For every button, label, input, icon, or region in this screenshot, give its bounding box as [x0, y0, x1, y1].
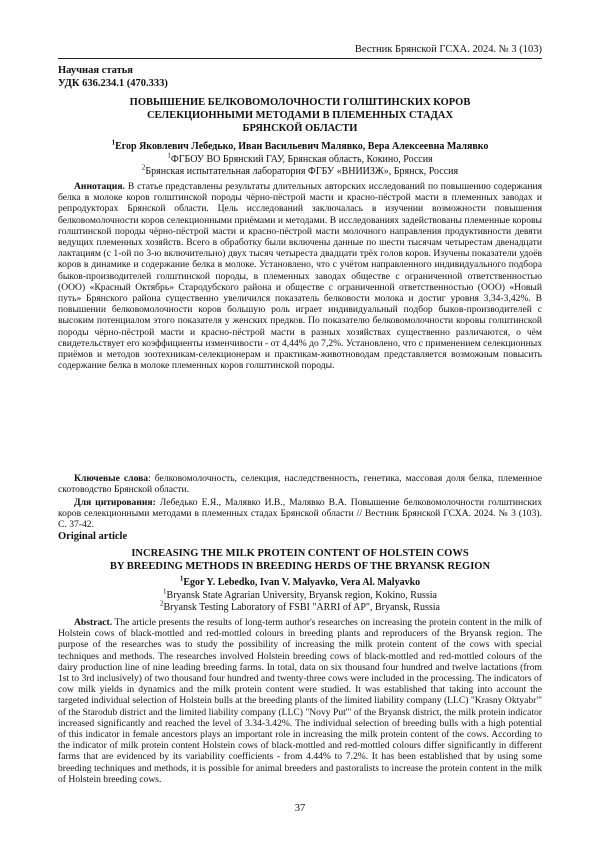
- en-affiliation-1: 1Bryansk State Agrarian University, Bryansk region, Kokino, Russia: [58, 590, 542, 603]
- en-abstract-label: Abstract.: [74, 617, 112, 628]
- ru-title-line: БРЯНСКОЙ ОБЛАСТИ: [58, 122, 542, 135]
- ru-abstract-text: В статье представлены результаты длительных авторских исследований по повышению содержания белка в молоке коров голштинской породы чёрно-пёстрой масти и красно-пёстрой масти в племенных заводах и репродукторах Брянской области. Цель исследований заключалась в изучении возможности повышения белковомолочности коров селекционными приёмами и методами. В исследованиях задействованы племенные коровы голштинской породы чёрно-пёстрой масти и красно-пёстрой масти молочного направления продуктивности девяти ведущих племенных хозяйств. Всего в обработку были включены данные по шести тысячам четырестам двенадцати лактациям (с 1-ой по 3-ю включительно) двух тысяч четыреста двадцати трёх голов коров. Изучены показатели удоёв коров в динамике и содержание белка в молоке. Установлено, что с учётом направленного индивидуального подбора быков-производителей голштинской породы, в племенных заводах обществе с ограниченной ответственностью (ООО) «Красный Октябрь» Стародубского района и обществе с ограниченной ответственностью (ООО) «Новый путь» Брянского района существенно увеличился показатель белковости молока и достиг уровня 3,34-3,42%. В повышении белковомолочности коров большую роль играет индивидуальный подбор быков-производителей с высоким потенциалом этого показателя у женских предков. По показателю белковомолочности коровы голштинской породы чёрно-пёстрой масти и красно-пёстрой масти в разных хозяйствах существенно различаются, о чём свидетельствует его коэффициенты изменчивости - от 4,44% до 7,2%. Установлено, что с применением селекционных приёмов и методов зоотехникам-селекционерам и практикам-животноводам представляется возможным повысить содержание белка в молоке племенных коров голштинской породы.: [58, 181, 542, 371]
- ru-authors-text: Егор Яковлевич Лебедько, Иван Васильевич Малявко, Вера Алексеевна Малявко: [115, 141, 488, 152]
- en-title-line: INCREASING THE MILK PROTEIN CONTENT OF HOLSTEIN COWS: [58, 547, 542, 560]
- en-abstract: [58, 617, 542, 785]
- en-title: [58, 547, 542, 573]
- ru-abstract-label: Аннотация.: [74, 181, 125, 192]
- en-authors-text: Egor Y. Lebedko, Ivan V. Malyavko, Vera Al. Malyavko: [183, 577, 420, 588]
- original-article-label: Original article: [58, 531, 127, 542]
- header-rule: [58, 58, 542, 59]
- ru-citation-label: Для цитирования:: [74, 497, 156, 508]
- ru-affiliation-2: 2Брянская испытательная лаборатория ФГБУ «ВНИИЗЖ», Брянск, Россия: [58, 166, 542, 179]
- ru-citation: [58, 497, 542, 531]
- journal-header: Вестник Брянской ГСХА. 2024. № 3 (103): [355, 44, 542, 55]
- udk-code: УДК 636.234.1 (470.333): [58, 77, 168, 90]
- en-abstract-text: The article presents the results of long-term author's researches on increasing the protein content in the milk of Holstein cows of black-mottled and red-mottled colours in breeding plants and reproducers of the Bryansk region. The purpose of the researches was to study the possibility of increasing the milk protein content of the cows with special techniques and methods. The researches involved Holstein breeding cows of black-mottled and red-mottled colours of the dairy production line of nine leading breeding farms. In total, data on six thousand four hundred and twelve lactations (from 1st to 3rd inclusively) of two thousand four hundred and twenty-three cows were included in the processing. The indicators of cow milk yields in dynamics and the milk protein content were studied. It was established that taking into account the targeted individual selection of Holstein bulls at the breeding plants of the limited liability company (LLC) "Krasny Oktyabr'" of the Starodub district and the limited liability company (LLC) "Novy Put'" of the Bryansk district, the milk protein indicator increased significantly and reached the level of 3.34-3.42%. The individual selection of breeding bulls with a high potential of this indicator in female ancestors plays an important role in increasing the milk protein content of the cows. According to the indicator of milk protein content Holstein cows of black-mottled and red-mottled colours differ significantly in different farms that are evidenced by its variability coefficients - from 4.44% to 7.2%. It has been established that by using some breeding techniques and methods, it is possible for animal breeders and pastoralists to increase the protein content in the milk of Holstein breeding cows.: [58, 617, 542, 785]
- en-title-line: BY BREEDING METHODS IN BREEDING HERDS OF THE BRYANSK REGION: [58, 560, 542, 573]
- ru-authors: 1Егор Яковлевич Лебедько, Иван Васильевич Малявко, Вера Алексеевна Малявко: [58, 141, 542, 154]
- article-type: Научная статья: [58, 64, 168, 77]
- ru-keywords-label: Ключевые слова: [74, 473, 148, 484]
- ru-title-line: СЕЛЕКЦИОННЫМИ МЕТОДАМИ В ПЛЕМЕННЫХ СТАДАХ: [58, 109, 542, 122]
- ru-keywords-text: : белковомолочность, селекция, наследственность, генетика, массовая доля белка, племенное скотоводство Брянской области.: [58, 473, 542, 495]
- en-affiliation-2: 2Bryansk Testing Laboratory of FSBI "ARRI of AP", Bryansk, Russia: [58, 602, 542, 615]
- ru-title-line: ПОВЫШЕНИЕ БЕЛКОВОМОЛОЧНОСТИ ГОЛШТИНСКИХ КОРОВ: [58, 96, 542, 109]
- ru-abstract: [58, 181, 542, 371]
- ru-affiliation-1: 1ФГБОУ ВО Брянский ГАУ, Брянская область, Кокино, Россия: [58, 154, 542, 167]
- ru-citation-text: Лебедько Е.Я., Малявко И.В., Малявко В.А. Повышение белковомолочности голштинских коров селекционными методами в племенных стадах Брянской области // Вестник Брянской ГСХА. 2024. № 3 (103). С. 37-42.: [58, 497, 542, 530]
- ru-title: [58, 96, 542, 135]
- article-page: [58, 0, 542, 848]
- ru-keywords: [58, 473, 542, 495]
- en-authors: 1Egor Y. Lebedko, Ivan V. Malyavko, Vera Al. Malyavko: [58, 577, 542, 590]
- article-meta: [58, 64, 168, 90]
- page-number: 37: [58, 803, 542, 814]
